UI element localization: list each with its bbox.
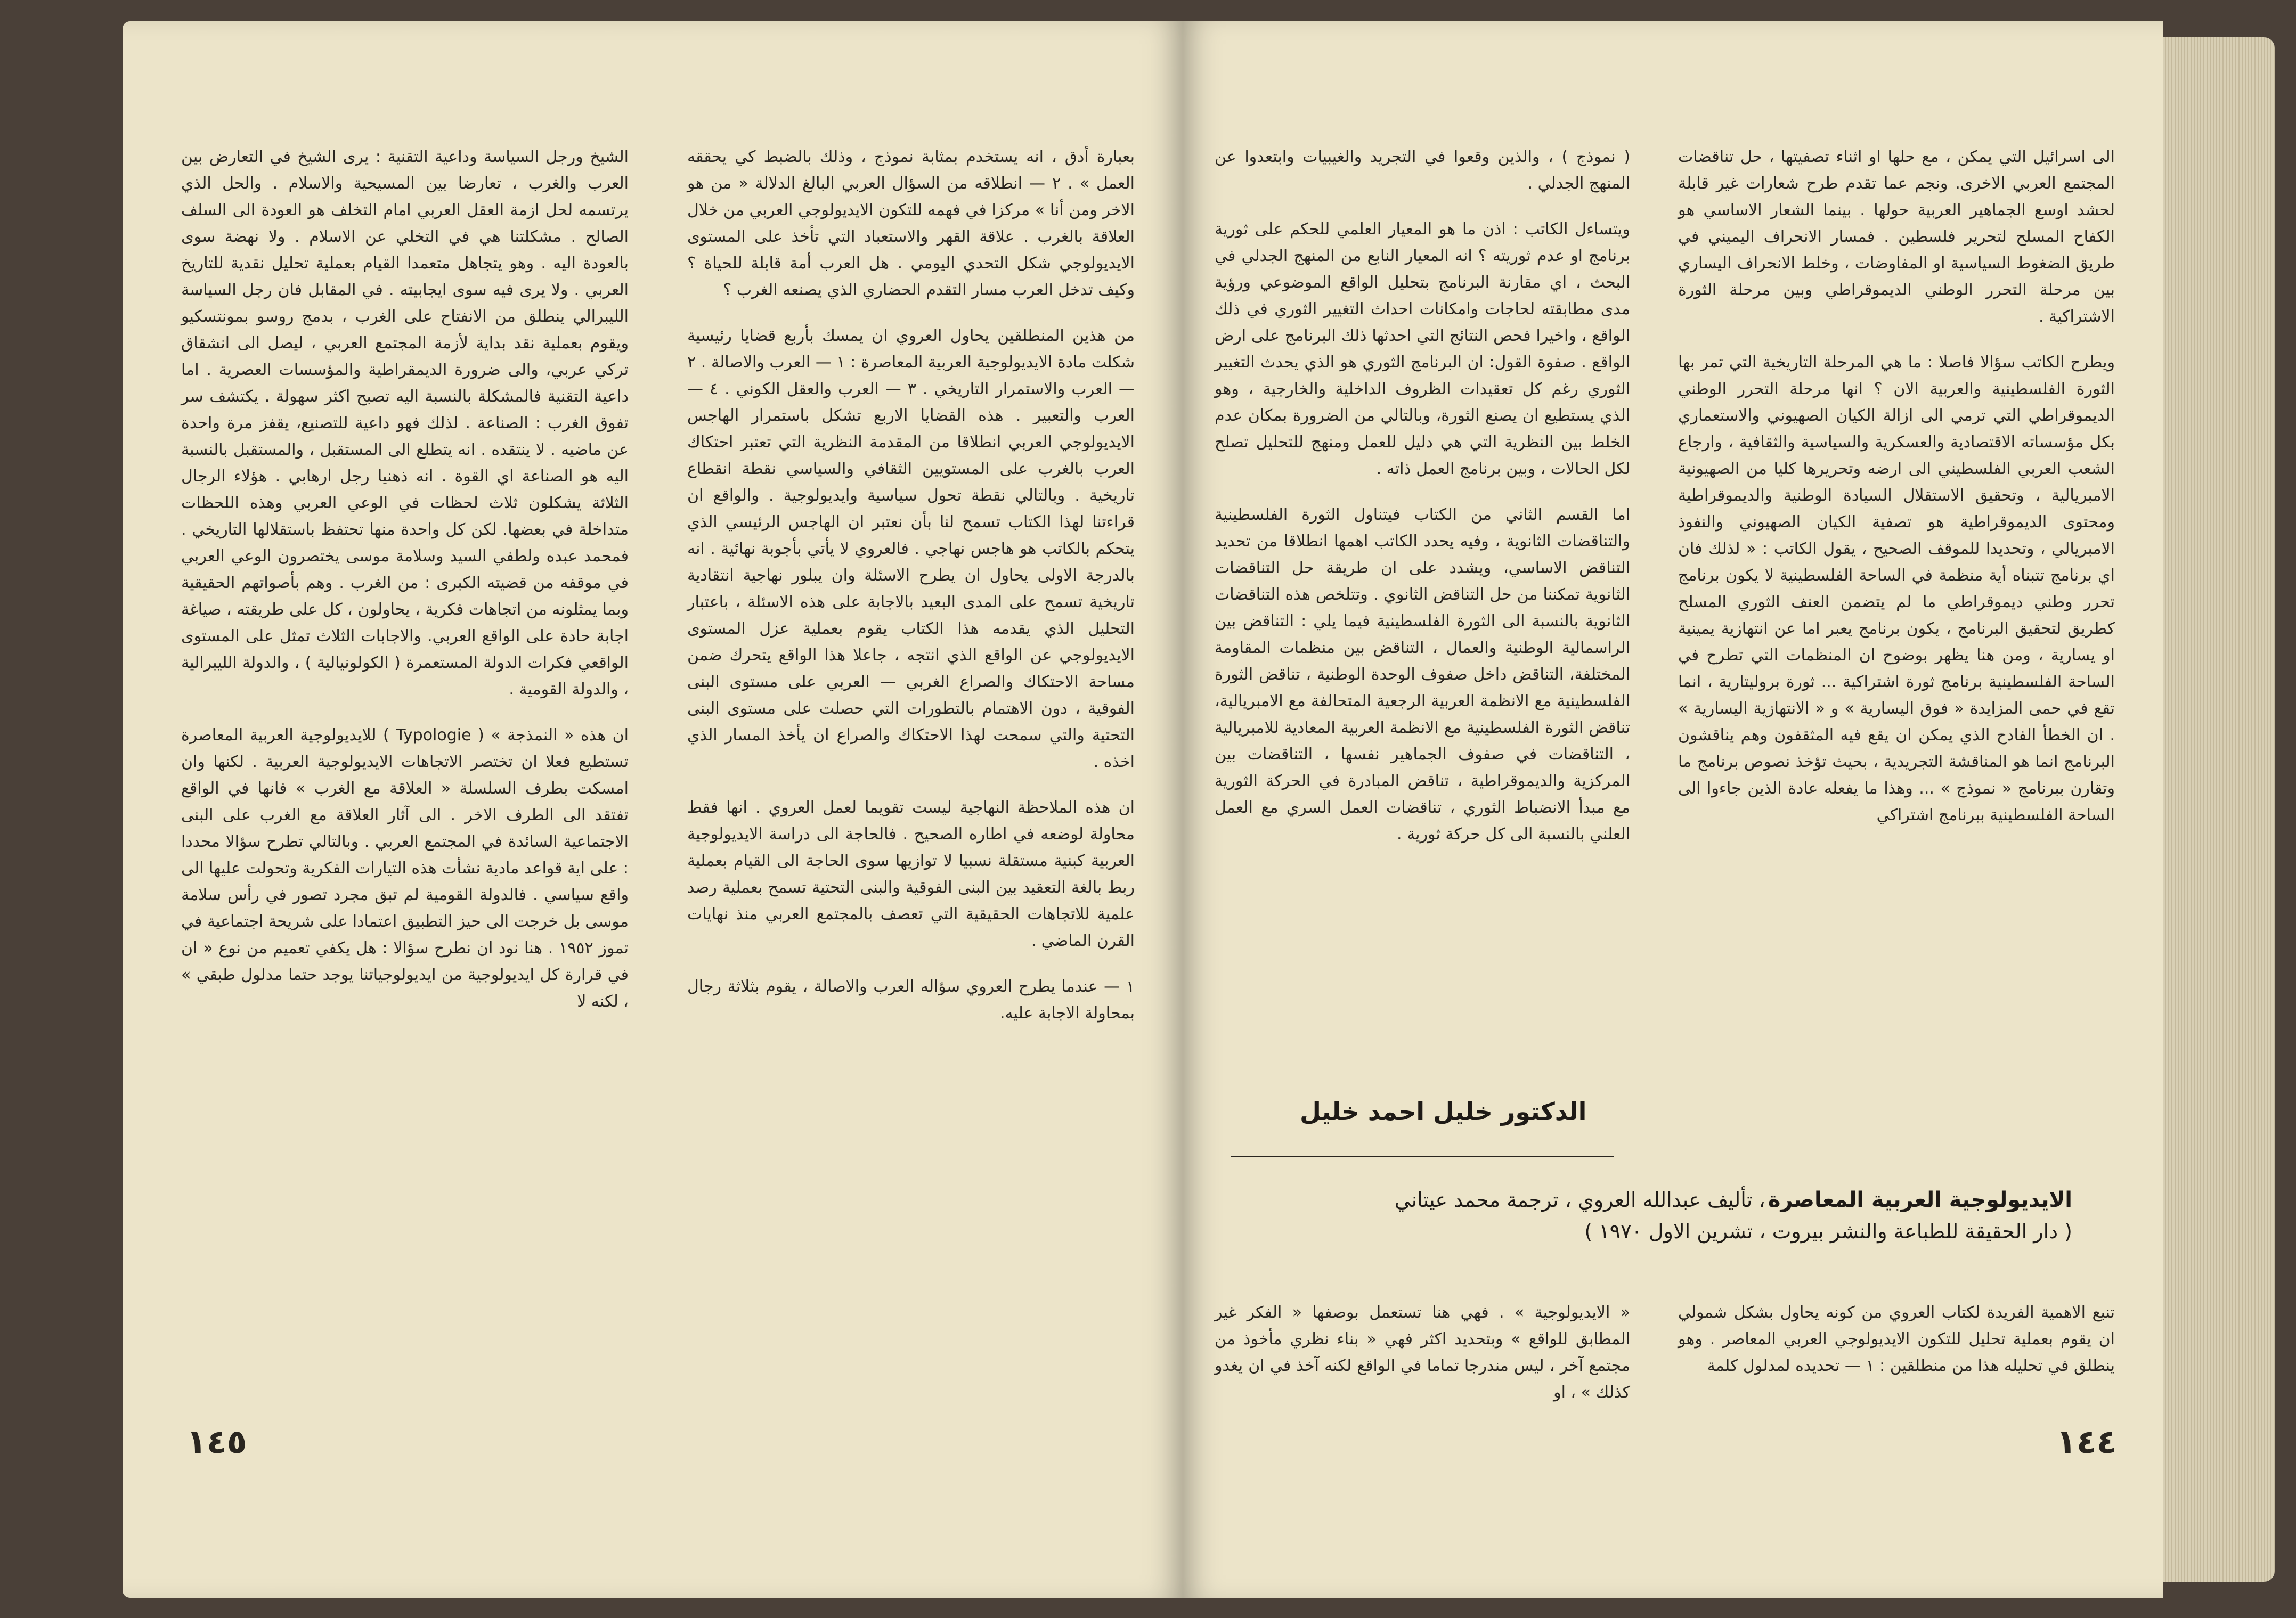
right-inner-para-2: ويتساءل الكاتب : اذن ما هو المعيار العلمي للحكم على ثورية برنامج او عدم ثوريته ؟ انه المعيار النابع من المنهج الجدلي في البحث ، اي مقارنة البرنامج بتحليل الواقع الموضوعي ورؤية مدى مطابقته لحاجات وامكانات احداث التغيير الثوري في ذلك الواقع ، واخيرا فحص النتائج التي احدثها ذلك البرنامج على ارض الواقع . صفوة القول: ان البرنامج الثوري هو الذي يحدث التغيير الثوري رغم كل تعقيدات الظروف الداخلية والخارجية ، وهو الذي يستطيع ان يصنع الثورة، وبالتالي من الضرورة بمكان عدم الخلط بين النظرية التي هي دليل للعمل ومنهج للتحليل تصلح لكل الحالات ، وبين برنامج العمل ذاته . — [1215, 220, 1630, 478]
page-number-right: ١٤٤ — [2056, 1422, 2117, 1461]
right-bottom-inner — [1215, 1300, 1630, 1425]
author-rule — [1231, 1156, 1614, 1157]
page-left — [123, 21, 1183, 1598]
right-col-inner — [1215, 144, 1630, 1102]
review-book-credits: ، تأليف عبدالله العروي ، ترجمة محمد عيتاني — [1394, 1188, 1765, 1212]
author-name: الدكتور خليل احمد خليل — [1300, 1097, 1587, 1126]
page-right — [1183, 21, 2163, 1598]
left-outer-para-1: الشيخ ورجل السياسة وداعية التقنية : يرى الشيخ في التعارض بين العرب والغرب ، تعارضا بين المسيحية والاسلام . والحل الذي يرتسمه لحل ازمة العقل العربي امام التخلف هو العودة الى السلف الصالح . مشكلتنا هي في التخلي عن الاسلام . ولا نهضة سوى بالعودة اليه . وهو يتجاهل متعمدا القيام بعملية تحليل نقدية للتاريخ العربي . ولا يرى فيه سوى ايجابيته . في المقابل فان رجل السياسة الليبرالي ينطلق من الانفتاح على الغرب ، بدمج روسو بمونتسكيو ويقوم بعملية نقد بداية لأزمة المجتمع العربي ، ليصل الى انشقاق تركي عربي، والى ضرورة الديمقراطية والمؤسسات العصرية . اما داعية التقنية فالمشكلة بالنسبة اليه تصبح اكثر سهولة . يكتشف سر تفوق الغرب : الصناعة . لذلك فهو داعية للتصنيع، يقفز مرة واحدة عن ماضيه . لا ينتقده . انه يتطلع الى المستقبل ، والمستقبل بالنسبة اليه هو الصناعة اي القوة . انه ذهنيا رجل ارهابي . هؤلاء الرجال الثلاثة يشكلون ثلاث لحظات في الوعي العربي وهذه اللحظات متداخلة في بعضها. لكن كل واحدة منها تحتفظ باستقلالها التاريخي . فمحمد عبده ولطفي السيد وسلامة موسى يختصرون الوعي العربي في موقفه من قضيته الكبرى : من الغرب . وهم بأصواتهم الحقيقية وبما يمثلونه من اتجاهات فكرية ، يحاولون ، كل على طريقته ، صياغة اجابة حادة على الواقع العربي. والاجابات الثلاث تمثل على المستوى الواقعي فكرات الدولة المستعمرة ( الكولونيالية ) ، والدولة الليبرالية ، والدولة القومية . — [181, 148, 629, 699]
right-inner-para-3: اما القسم الثاني من الكتاب فيتناول الثورة الفلسطينية والتناقضات الثانوية ، وفيه يحدد الكاتب اهمها انطلاقا من تحديد التناقض الاساسي، ويشدد على ان طريقة حل التناقضات الثانوية تمكننا من حل التناقض الثانوي . وتتلخص هذه التناقضات الثانوية بالنسبة الى الثورة الفلسطينية فيما يلي : التناقض بين الراسمالية الوطنية والعمال ، التناقض بين منظمات المقاومة المختلفة، التناقض داخل صفوف الوحدة الوطنية ، تناقض الثورة الفلسطينية مع الانظمة العربية الرجعية المتحالفة مع الامبريالية، تناقض الثورة الفلسطينية مع الانظمة العربية المعادية للامبريالية ، التناقضات في صفوف الجماهير نفسها ، التناقضات بين المركزية والديموقراطية ، تناقض المبادرة في الحركة الثورية مع مبدأ الانضباط الثوري ، تناقضات العمل السري مع العمل العلني بالنسبة الى كل حركة ثورية . — [1215, 505, 1630, 844]
left-col-outer — [181, 144, 629, 1475]
left-inner-para-3: ان هذه الملاحظة النهاجية ليست تقويما لعمل العروي . انها فقط محاولة لوضعه في اطاره الصحيح . فالحاجة الى دراسة الايديولوجية العربية كبنية مستقلة نسبيا لا توازيها سوى الحاجة الى القيام بعملية ربط بالغة التعقيد بين البنى الفوقية والبنى التحتية تسمح بعملية رصد علمية للاتجاهات الحقيقية التي تعصف بالمجتمع العربي منذ نهايات القرن الماضي . — [687, 798, 1135, 950]
page-number-left: ١٤٥ — [186, 1422, 247, 1461]
book-spread — [123, 21, 2275, 1598]
review-book-publisher: ( دار الحقيقة للطباعة والنشر بيروت ، تشرين الاول ١٩٧٠ ) — [1584, 1220, 2072, 1243]
left-outer-para-2: ان هذه « النمذجة » ( Typologie ) للايديولوجية العربية المعاصرة تستطيع فعلا ان تختصر الاتجاهات الايديولوجية العربية . لكنها وان امسكت بطرف السلسلة « العلاقة مع الغرب » فانها في الواقع تفتقد الى الطرف الاخر . الى آثار العلاقة مع الغرب على البنى الاجتماعية السائدة في المجتمع العربي . وبالتالي تطرح سؤالا محددا : على اية قواعد مادية نشأت هذه التيارات الفكرية وتحولت عليها الى واقع سياسي . فالدولة القومية لم تبق مجرد تصور في رأس سلامة موسى بل خرجت الى حيز التطبيق اعتمادا على شريحة اجتماعية في تموز ١٩٥٢ . هنا نود ان نطرح سؤالا : هل يكفي تعميم من نوع « ان في قرارة كل ايديولوجية من ايديولوجياتنا يوجد حتما مدلول طبقي » ، لكنه لا — [181, 726, 629, 1011]
right-bottom-outer-para: تنبع الاهمية الفريدة لكتاب العروي من كونه يحاول بشكل شمولي ان يقوم بعملية تحليل للتكون الايديولوجي العربي المعاصر . وهو ينطلق في تحليله هذا من منطلقين : ١ — تحديده لمدلول كلمة — [1678, 1303, 2115, 1375]
page-edges — [2163, 37, 2275, 1582]
right-inner-para-1: ( نموذج ) ، والذين وقعوا في التجريد والغيبيات وابتعدوا عن المنهج الجدلي . — [1215, 148, 1630, 193]
left-inner-para-2: من هذين المنطلقين يحاول العروي ان يمسك بأربع قضايا رئيسية شكلت مادة الايديولوجية العربية المعاصرة : ١ — العرب والاصالة . ٢ — العرب والاستمرار التاريخي . ٣ — العرب والعقل الكوني . ٤ — العرب والتعبير . هذه القضايا الاربع تشكل باستمرار الهاجس الايديولوجي العربي انطلاقا من المقدمة النظرية التي تعتبر احتكاك العرب بالغرب على المستويين الثقافي والسياسي نقطة انقطاع تاريخية . وبالتالي نقطة تحول سياسية وايديولوجية . والواقع ان قراءتنا لهذا الكتاب تسمح لنا بأن نعتبر ان الهاجس الرئيسي الذي يتحكم بالكاتب هو هاجس نهاجي . فالعروي لا يأتي بأجوبة نهائية . انه بالدرجة الاولى يحاول ان يطرح الاسئلة وان يبلور نهاجية انتقادية تاريخية تسمح على المدى البعيد بالاجابة على هذه الاسئلة ، باعتبار التحليل الذي يقدمه هذا الكتاب يقوم بعملية عزل المستوى الايديولوجي عن الواقع الذي انتجه ، جاعلا هذا الواقع يتحرك ضمن مساحة الاحتكاك والصراع الغربي — العربي على مستوى البنى الفوقية ، دون الاهتمام بالتطورات التي حصلت على مستوى البنى التحتية والتي سمحت لهذا الاحتكاك والصراع ان يأخذ المسار الذي اخذه . — [687, 326, 1135, 771]
review-heading — [1263, 1188, 2072, 1243]
left-inner-para-4: ١ — عندما يطرح العروي سؤاله العرب والاصالة ، يقوم بثلاثة رجال بمحاولة الاجابة عليه. — [687, 977, 1135, 1023]
right-bottom-inner-para: « الايديولوجية » . فهي هنا تستعمل بوصفها « الفكر غير المطابق للواقع » وبتحديد اكثر فهي « بناء نظري مأخوذ من مجتمع آخر ، ليس مندرجا تماما في الواقع لكنه آخذ في ان يغدو كذلك » ، او — [1215, 1303, 1630, 1402]
right-outer-para-2: ويطرح الكاتب سؤالا فاصلا : ما هي المرحلة التاريخية التي تمر بها الثورة الفلسطينية والعربية الان ؟ انها مرحلة التحرر الوطني الديموقراطي التي ترمي الى ازالة الكيان الصهيوني والاستعماري بكل مؤسساته الاقتصادية والعسكرية والسياسية والثقافية ، وارجاع الشعب العربي الفلسطيني الى ارضه وتحريرها كليا من الصهيونية الامبريالية ، وتحقيق الاستقلال السيادة الوطنية والديموقراطية ومحتوى الديموقراطية هو تصفية الكيان الصهيوني والنفوذ الامبريالي ، وتحديدا للموقف الصحيح ، يقول الكاتب : « لذلك فان اي برنامج تتبناه أية منظمة في الساحة الفلسطينية لا يكون برنامج تحرر وطني ديموقراطي ما لم يتضمن العنف الثوري المسلح كطريق لتحقيق البرنامج ، يكون برنامج يعبر اما عن انتهازية يمينية او يسارية ، ومن هنا يظهر بوضوح ان المنظمات التي تطرح في الساحة الفلسطينية برنامج ثورة اشتراكية ... ثورة بروليتارية ، انما تقع في حمى المزايدة « فوق اليسارية » و « الانتهازية اليسارية » . ان الخطأ الفادح الذي يمكن ان يقع فيه المثقفون وهم يناقشون البرنامج انما هو المناقشة التجريدية ، بحيث تؤخذ نصوص برنامج ما وتقارن ببرنامج « نموذج » ... وهذا ما يفعله عادة الذين جاءوا الى الساحة الفلسطينية ببرنامج اشتراكي — [1678, 353, 2115, 824]
right-outer-para-1: الى اسرائيل التي يمكن ، مع حلها او اثناء تصفيتها ، حل تناقضات المجتمع العربي الاخرى. ونجم عما تقدم طرح شعارات غير قابلة لحشد اوسع الجماهير العربية حولها . بينما الشعار الاساسي هو الكفاح المسلح لتحرير فلسطين . فمسار الانحراف اليميني في طريق الضغوط السياسية او المفاوضات ، وخلط الانحراف اليساري بين مرحلة التحرر الوطني الديموقراطي وبين مرحلة الثورة الاشتراكية . — [1678, 148, 2115, 326]
right-bottom-outer — [1678, 1300, 2115, 1399]
left-inner-para-1: بعبارة أدق ، انه يستخدم بمثابة نموذج ، وذلك بالضبط كي يحققه العمل » . ٢ — انطلاقه من السؤال العربي البالغ الدلالة « من هو الاخر ومن أنا » مركزا في فهمه للتكون الايديولوجي العربي من خلال العلاقة بالغرب . علاقة القهر والاستعباد التي تأخذ على المستوى الايديولوجي شكل التحدي اليومي . هل العرب أمة قابلة للحياة ؟ وكيف تدخل العرب مسار التقدم الحضاري الذي يصنعه الغرب ؟ — [687, 148, 1135, 299]
right-col-outer — [1678, 144, 2115, 1198]
review-book-title: الايديولوجية العربية المعاصرة — [1768, 1188, 2072, 1212]
left-col-inner — [687, 144, 1135, 1475]
